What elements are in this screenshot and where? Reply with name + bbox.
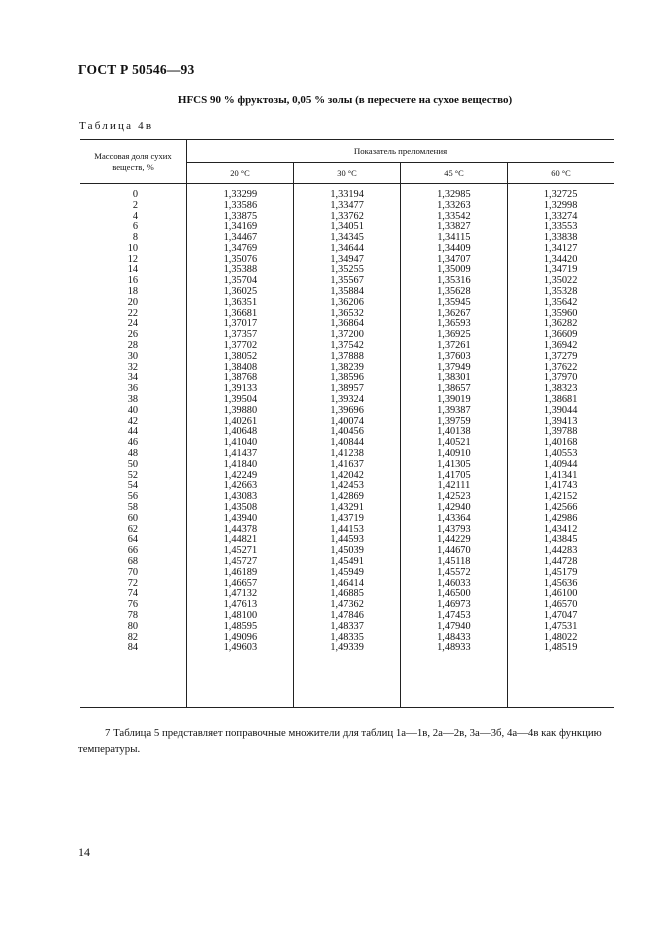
- refractive-index-cell: 1,42523: [437, 491, 471, 503]
- concentration-cell: 24: [127, 318, 138, 330]
- refractive-index-cell: 1,38657: [437, 383, 471, 395]
- refractive-index-cell: 1,45039: [330, 545, 364, 557]
- refractive-index-cell: 1,48100: [223, 609, 258, 621]
- table-row: [80, 610, 614, 621]
- refractive-index-cell: 1,33274: [543, 210, 578, 222]
- refractive-index-cell: 1,33542: [437, 210, 471, 222]
- refractive-index-cell: 1,41637: [330, 458, 364, 470]
- concentration-cell: 48: [127, 448, 138, 460]
- concentration-cell: 42: [127, 415, 138, 427]
- table-row: [80, 373, 614, 384]
- refractive-index-cell: 1,45118: [437, 556, 471, 567]
- refractive-index-cell: 1,43508: [223, 502, 258, 514]
- concentration-cell: 64: [127, 534, 138, 546]
- temperature-header: 45 °C: [401, 163, 508, 183]
- concentration-cell: 20: [127, 296, 138, 308]
- refractive-index-cell: 1,35022: [543, 275, 578, 287]
- refractive-index-cell: 1,34169: [223, 221, 258, 233]
- refractive-index-cell: 1,47613: [223, 599, 258, 611]
- refractive-index-cell: 1,39504: [223, 394, 258, 406]
- refractive-index-cell: 1,36351: [223, 296, 258, 308]
- concentration-cell: 72: [127, 577, 138, 589]
- refractive-index-cell: 1,37888: [330, 350, 364, 362]
- table-row: [80, 232, 614, 243]
- refractive-index-cell: 1,33586: [223, 199, 258, 211]
- refractive-index-cell: 1,41341: [543, 469, 578, 481]
- concentration-cell: 54: [127, 480, 138, 492]
- table-row: [80, 243, 614, 254]
- refractive-index-cell: 1,42249: [223, 469, 258, 481]
- refractive-index-cell: 1,35328: [543, 286, 578, 298]
- concentration-cell: 52: [127, 469, 138, 481]
- refractive-index-cell: 1,34420: [543, 253, 578, 265]
- refractive-index-cell: 1,37542: [330, 340, 364, 352]
- refractive-index-cell: 1,42663: [223, 480, 258, 492]
- refractive-index-cell: 1,43719: [330, 512, 364, 524]
- refractive-index-cell: 1,34115: [437, 232, 471, 244]
- refractive-index-cell: 1,43412: [543, 523, 578, 535]
- refractive-index-cell: 1,39019: [437, 394, 471, 406]
- refractive-index-cell: 1,36532: [330, 307, 364, 319]
- concentration-cell: 2: [132, 199, 138, 211]
- refractive-index-cell: 1,33477: [330, 199, 364, 211]
- table-row: [80, 524, 614, 535]
- refractive-index-cell: 1,48933: [437, 642, 471, 654]
- refractive-index-cell: 1,44670: [437, 545, 471, 557]
- refractive-index-cell: 1,34467: [223, 232, 258, 244]
- refractive-index-cell: 1,35960: [543, 307, 578, 319]
- refractive-index-cell: 1,45179: [543, 566, 578, 578]
- concentration-cell: 0: [132, 188, 138, 200]
- table-row: [80, 297, 614, 308]
- refractive-index-cell: 1,41437: [223, 448, 258, 460]
- refractive-index-cell: 1,42940: [437, 502, 471, 514]
- refractive-index-cell: 1,46570: [543, 599, 578, 611]
- temperature-header: 20 °C: [187, 163, 294, 183]
- refractive-index-cell: 1,40910: [437, 448, 471, 460]
- refractive-index-cell: 1,39133: [223, 383, 258, 395]
- refraction-table: [80, 139, 614, 708]
- table-row: [80, 211, 614, 222]
- refractive-index-cell: 1,40168: [543, 437, 578, 449]
- refractive-index-cell: 1,32998: [543, 199, 578, 211]
- table-row: [80, 567, 614, 578]
- concentration-cell: 68: [127, 556, 138, 567]
- refractive-index-cell: 1,33299: [223, 188, 258, 200]
- refractive-index-cell: 1,44821: [223, 534, 258, 546]
- table-row: [80, 383, 614, 394]
- refractive-index-cell: 1,45271: [223, 545, 258, 557]
- refractive-index-cell: 1,33553: [543, 221, 578, 233]
- table-row: [80, 340, 614, 351]
- concentration-cell: 34: [127, 372, 138, 384]
- concentration-cell: 14: [127, 264, 138, 276]
- refractive-index-cell: 1,35009: [437, 264, 471, 276]
- table-row: [80, 200, 614, 211]
- table-subtitle: HFCS 90 % фруктозы, 0,05 % золы (в пересчете на сухое вещество): [177, 94, 513, 106]
- refractive-index-cell: 1,36206: [330, 296, 364, 308]
- footnote-paragraph: 7 Таблица 5 представляет поправочные множители для таблиц 1а—1в, 2а—2в, 3а—3б, 4а—4в как функцию температуры.: [78, 727, 602, 755]
- refractive-index-cell: 1,35567: [330, 275, 364, 287]
- refractive-index-cell: 1,44728: [543, 556, 578, 567]
- refractive-index-cell: 1,47453: [437, 609, 471, 621]
- table-row: [80, 535, 614, 546]
- concentration-cell: 74: [127, 588, 138, 600]
- refractive-index-cell: 1,40138: [437, 426, 471, 438]
- refractive-index-cell: 1,33838: [543, 232, 578, 244]
- refractive-index-cell: 1,38052: [223, 350, 258, 362]
- table-row: [80, 621, 614, 632]
- table-rows: [80, 189, 614, 653]
- refractive-index-cell: 1,37622: [543, 361, 578, 373]
- refractive-index-cell: 1,33194: [330, 188, 364, 200]
- refractive-index-cell: 1,40648: [223, 426, 258, 438]
- refractive-index-cell: 1,41305: [437, 458, 471, 470]
- refractive-index-cell: 1,37017: [223, 318, 258, 330]
- refractive-index-cell: 1,44378: [223, 523, 258, 535]
- refractive-index-cell: 1,43083: [223, 491, 258, 503]
- refractive-index-cell: 1,47846: [330, 609, 364, 621]
- refractive-index-cell: 1,46033: [437, 577, 471, 589]
- refractive-index-cell: 1,39759: [437, 415, 471, 427]
- concentration-cell: 62: [127, 523, 138, 535]
- concentration-cell: 26: [127, 329, 138, 341]
- refractive-index-cell: 1,47362: [330, 599, 364, 611]
- refractive-index-cell: 1,36942: [543, 340, 578, 352]
- temperature-header-row: [187, 163, 614, 183]
- concentration-cell: 78: [127, 609, 138, 621]
- refractive-index-cell: 1,46414: [330, 577, 364, 589]
- refractive-index-cell: 1,37357: [223, 329, 258, 341]
- concentration-cell: 4: [132, 210, 138, 222]
- refractive-index-cell: 1,33827: [437, 221, 471, 233]
- table-row: [80, 286, 614, 297]
- refractive-index-cell: 1,38408: [223, 361, 258, 373]
- concentration-cell: 56: [127, 491, 138, 503]
- table-row: [80, 545, 614, 556]
- table-row: [80, 632, 614, 643]
- refractive-index-cell: 1,33762: [330, 210, 364, 222]
- refractive-index-cell: 1,34051: [330, 221, 364, 233]
- refractive-index-cell: 1,42453: [330, 480, 364, 492]
- refractive-index-cell: 1,39387: [437, 404, 471, 416]
- refractive-index-cell: 1,36609: [543, 329, 578, 341]
- refractive-index-cell: 1,45636: [543, 577, 578, 589]
- concentration-cell: 30: [127, 350, 138, 362]
- refractive-index-cell: 1,43940: [223, 512, 258, 524]
- table-row: [80, 319, 614, 330]
- concentration-cell: 10: [127, 242, 138, 254]
- refractive-index-cell: 1,47531: [543, 620, 578, 632]
- refractive-index-cell: 1,41743: [543, 480, 578, 492]
- concentration-cell: 40: [127, 404, 138, 416]
- refractive-index-cell: 1,36593: [437, 318, 471, 330]
- refractive-index-cell: 1,39880: [223, 404, 258, 416]
- refractive-index-cell: 1,37603: [437, 350, 471, 362]
- concentration-cell: 32: [127, 361, 138, 373]
- refractive-index-cell: 1,35628: [437, 286, 471, 298]
- refractive-index-cell: 1,45491: [330, 556, 364, 567]
- refractive-index-cell: 1,38768: [223, 372, 258, 384]
- refractive-index-cell: 1,46657: [223, 577, 258, 589]
- concentration-cell: 66: [127, 545, 138, 557]
- refractive-index-cell: 1,36681: [223, 307, 258, 319]
- refractive-index-cell: 1,37970: [543, 372, 578, 384]
- refractive-index-cell: 1,43793: [437, 523, 471, 535]
- concentration-cell: 22: [127, 307, 138, 319]
- refractive-index-cell: 1,45727: [223, 556, 258, 567]
- table-row: [80, 394, 614, 405]
- table-row: [80, 502, 614, 513]
- refractive-index-cell: 1,42986: [543, 512, 578, 524]
- refractive-index-cell: 1,43364: [437, 512, 471, 524]
- refractive-index-cell: 1,39324: [330, 394, 364, 406]
- refractive-index-cell: 1,48433: [437, 631, 471, 643]
- refractive-index-cell: 1,46973: [437, 599, 471, 611]
- refractive-index-cell: 1,45949: [330, 566, 364, 578]
- refractive-index-cell: 1,34707: [437, 253, 471, 265]
- table-row: [80, 275, 614, 286]
- temperature-header: 30 °C: [294, 163, 401, 183]
- refractive-index-cell: 1,47132: [223, 588, 258, 600]
- refractive-index-cell: 1,48519: [543, 642, 578, 654]
- concentration-cell: 6: [132, 221, 138, 233]
- table-row: [80, 448, 614, 459]
- table-row: [80, 470, 614, 481]
- refractive-index-cell: 1,44229: [437, 534, 471, 546]
- refractive-index-cell: 1,41705: [437, 469, 471, 481]
- refractive-index-cell: 1,35704: [223, 275, 258, 287]
- refractive-index-cell: 1,43291: [330, 502, 364, 514]
- refractive-index-cell: 1,40261: [223, 415, 258, 427]
- refractive-index-cell: 1,35255: [330, 264, 364, 276]
- refractive-index-cell: 1,34644: [330, 242, 364, 254]
- temperature-header: 60 °C: [551, 168, 571, 178]
- refractive-index-cell: 1,46885: [330, 588, 364, 600]
- refractive-index-cell: 1,35388: [223, 264, 258, 276]
- concentration-cell: 12: [127, 253, 138, 265]
- refractive-index-cell: 1,44593: [330, 534, 364, 546]
- refractive-index-cell: 1,35642: [543, 296, 578, 308]
- refractive-index-cell: 1,49339: [330, 642, 364, 654]
- refractive-index-cell: 1,33263: [437, 199, 471, 211]
- refractive-index-cell: 1,46189: [223, 566, 258, 578]
- table-row: [80, 588, 614, 599]
- refractive-index-cell: 1,35076: [223, 253, 258, 265]
- refractive-index-cell: 1,36282: [543, 318, 578, 330]
- refractive-index-cell: 1,40944: [543, 458, 578, 470]
- refractive-index-cell: 1,45572: [437, 566, 471, 578]
- refractive-index-cell: 1,37279: [543, 350, 578, 362]
- refractive-index-cell: 1,35884: [330, 286, 364, 298]
- concentration-cell: 84: [127, 642, 138, 654]
- refractive-index-cell: 1,49603: [223, 642, 258, 654]
- page-number: 14: [78, 845, 90, 859]
- refractive-index-cell: 1,38681: [543, 394, 578, 406]
- table-row: [80, 513, 614, 524]
- concentration-cell: 70: [127, 566, 138, 578]
- table-row: [80, 427, 614, 438]
- refractive-index-cell: 1,48337: [330, 620, 364, 632]
- table-row: [80, 416, 614, 427]
- refractive-index-cell: 1,43845: [543, 534, 578, 546]
- table-row: [80, 481, 614, 492]
- refractive-index-cell: 1,40553: [543, 448, 578, 460]
- refractive-index-cell: 1,34719: [543, 264, 578, 276]
- refractive-index-cell: 1,41238: [330, 448, 364, 460]
- concentration-cell: 46: [127, 437, 138, 449]
- refractive-index-cell: 1,41840: [223, 458, 258, 470]
- concentration-cell: 82: [127, 631, 138, 643]
- table-row: [80, 254, 614, 265]
- refractive-index-cell: 1,42152: [543, 491, 578, 503]
- refractive-index-cell: 1,35316: [437, 275, 471, 287]
- refractive-index-cell: 1,44283: [543, 545, 578, 557]
- refractive-index-cell: 1,44153: [330, 523, 364, 535]
- table-row: [80, 437, 614, 448]
- refractive-index-cell: 1,38957: [330, 383, 364, 395]
- refractive-index-cell: 1,49096: [223, 631, 258, 643]
- refractive-index-cell: 1,38239: [330, 361, 364, 373]
- table-row: [80, 405, 614, 416]
- refractive-index-cell: 1,37949: [437, 361, 471, 373]
- refractive-index-cell: 1,37261: [437, 340, 471, 352]
- refractive-index-cell: 1,39788: [543, 426, 578, 438]
- concentration-cell: 76: [127, 599, 138, 611]
- table-row: [80, 351, 614, 362]
- table-row: [80, 362, 614, 373]
- refractive-index-cell: 1,39696: [330, 404, 364, 416]
- refractive-index-cell: 1,41040: [223, 437, 258, 449]
- refractive-index-cell: 1,38301: [437, 372, 471, 384]
- refractive-index-cell: 1,32725: [543, 188, 578, 200]
- table-label: Таблица 4в: [79, 120, 154, 132]
- concentration-cell: 28: [127, 340, 138, 352]
- table-row: [80, 578, 614, 589]
- table-row: [80, 221, 614, 232]
- refractive-index-cell: 1,39413: [543, 415, 578, 427]
- refractive-index-cell: 1,40844: [330, 437, 364, 449]
- row-header: Массовая доля сухих веществ, %: [80, 140, 187, 183]
- refractive-index-cell: 1,40456: [330, 426, 364, 438]
- refractive-index-cell: 1,47940: [437, 620, 471, 632]
- refractive-index-cell: 1,42111: [437, 480, 471, 492]
- refractive-index-cell: 1,48022: [543, 631, 578, 643]
- concentration-cell: 50: [127, 458, 138, 470]
- concentration-cell: 44: [127, 426, 138, 438]
- concentration-cell: 16: [127, 275, 138, 287]
- refractive-index-cell: 1,46500: [437, 588, 471, 600]
- concentration-cell: 38: [127, 394, 138, 406]
- refractive-index-cell: 1,40074: [330, 415, 364, 427]
- table-row: [80, 491, 614, 502]
- refractive-index-cell: 1,42042: [330, 469, 364, 481]
- concentration-cell: 60: [127, 512, 138, 524]
- concentration-cell: 80: [127, 620, 138, 632]
- refractive-index-cell: 1,34409: [437, 242, 471, 254]
- refractive-index-cell: 1,47047: [543, 609, 578, 621]
- refractive-index-cell: 1,46100: [543, 588, 578, 600]
- refractive-index-cell: 1,37200: [330, 329, 364, 341]
- concentration-cell: 18: [127, 286, 138, 298]
- concentration-cell: 36: [127, 383, 138, 395]
- refractive-index-cell: 1,42869: [330, 491, 364, 503]
- refractive-index-cell: 1,34769: [223, 242, 258, 254]
- table-row: [80, 642, 614, 653]
- refractive-index-cell: 1,33875: [223, 210, 258, 222]
- refractive-index-cell: 1,37702: [223, 340, 258, 352]
- refractive-index-cell: 1,36925: [437, 329, 471, 341]
- refractive-index-cell: 1,48595: [223, 620, 258, 632]
- table-row: [80, 459, 614, 470]
- table-row: [80, 329, 614, 340]
- concentration-cell: 8: [132, 232, 138, 244]
- refractive-index-cell: 1,39044: [543, 404, 578, 416]
- refractive-index-cell: 1,40521: [437, 437, 471, 449]
- refractive-index-cell: 1,36864: [330, 318, 364, 330]
- table-row: [80, 599, 614, 610]
- table-row: [80, 556, 614, 567]
- refractive-index-cell: 1,36267: [437, 307, 471, 319]
- table-row: [80, 189, 614, 200]
- refractive-index-cell: 1,48335: [330, 631, 364, 643]
- table-row: [80, 265, 614, 276]
- table-row: [80, 308, 614, 319]
- group-header: Показатель преломления: [187, 140, 614, 163]
- refractive-index-cell: 1,38596: [330, 372, 364, 384]
- concentration-cell: 58: [127, 502, 138, 514]
- refractive-index-cell: 1,34345: [330, 232, 364, 244]
- refractive-index-cell: 1,32985: [437, 188, 471, 200]
- refractive-index-cell: 1,35945: [437, 296, 471, 308]
- refractive-index-cell: 1,36025: [223, 286, 258, 298]
- refractive-index-cell: 1,34947: [330, 253, 364, 265]
- refractive-index-cell: 1,42566: [543, 502, 578, 514]
- document-code: ГОСТ Р 50546—93: [78, 62, 195, 77]
- refractive-index-cell: 1,34127: [543, 242, 578, 254]
- refractive-index-cell: 1,38323: [543, 383, 578, 395]
